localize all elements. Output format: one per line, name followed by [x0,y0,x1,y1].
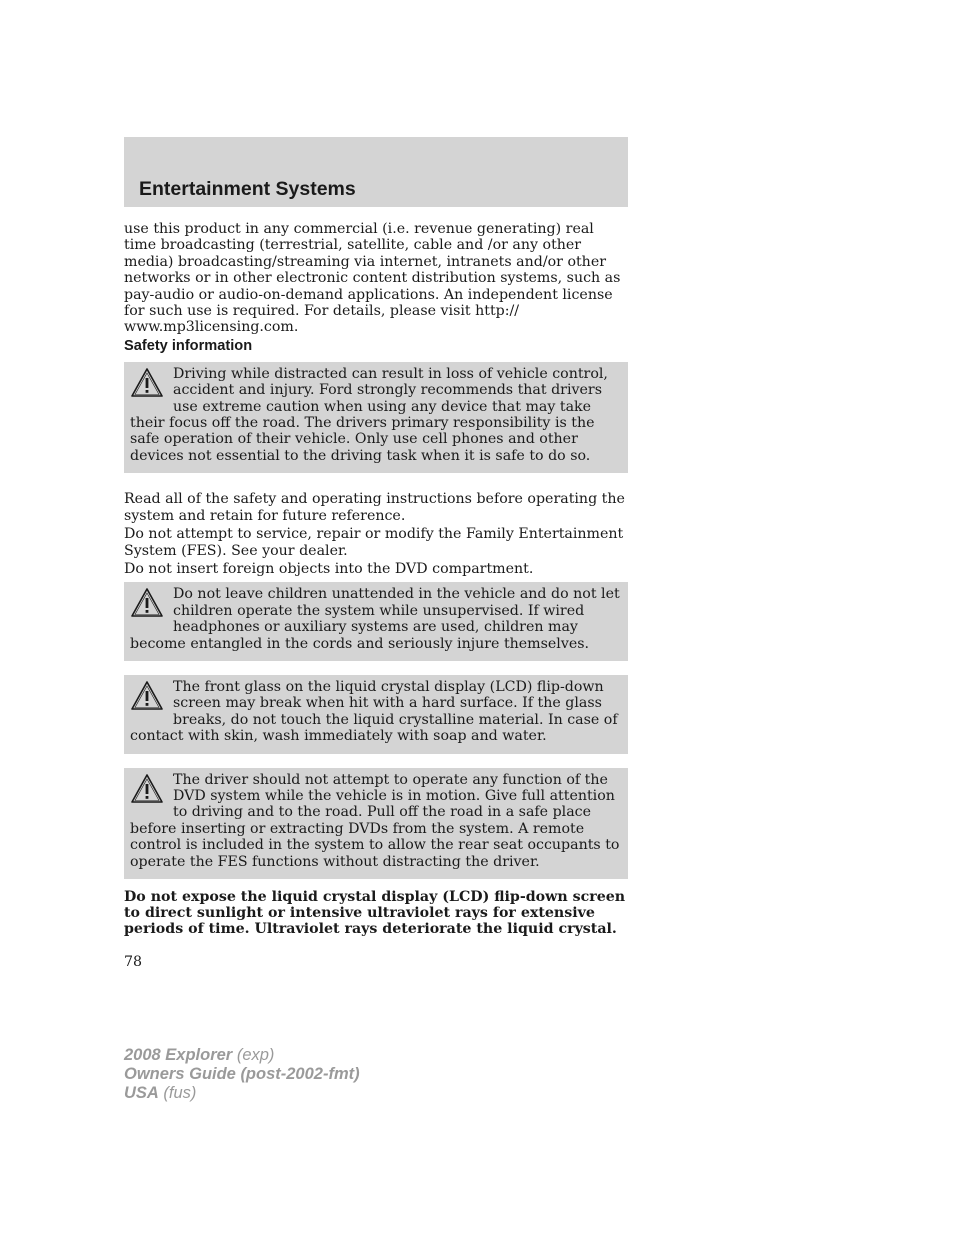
warning-triangle-icon [130,680,164,712]
section-title: Entertainment Systems [139,178,356,200]
paragraph-service: Do not attempt to service, repair or modify the Family Entertainment System (FES). See your dealer. [124,526,624,559]
warning-box-driver [124,768,628,879]
page-content [124,221,628,970]
warning-text: Driving while distracted can result in loss of vehicle control, accident and injury. Ford strongly recommends that drivers use extreme caution when using any device that may take their focus off the road. The drivers primary responsibility is the safe operation of their vehicle. Only use cell phones and other devices not essential to the driving task when it is safe to do so. [130,365,608,464]
paragraph-safety-instructions: Read all of the safety and operating instructions before operating the system and retain for future reference. [124,491,625,524]
document-footer [124,1046,360,1103]
lcd-sunlight-notice: Do not expose the liquid crystal display (LCD) flip-down screen to direct sunlight or intensive ultraviolet rays for extensive periods of time. Ultraviolet rays deteriorate the liquid crystal. [124,889,626,938]
warning-box-children [124,582,628,661]
footer-line-model: 2008 Explorer (exp) [124,1046,275,1064]
warning-box-lcd-glass [124,675,628,754]
warning-text: The driver should not attempt to operate any function of the DVD system while the vehicle is in motion. Give full attention to driving and to the road. Pull off the road in a safe place before inserting or extracting DVDs from the system. A remote control is included in the system to allow the rear seat occupants to operate the FES functions without distracting the driver. [130,771,620,870]
warning-box-distraction [124,362,628,473]
warning-text: The front glass on the liquid crystal display (LCD) flip-down screen may break when hit with a hard surface. If the glass breaks, do not touch the liquid crystalline material. In case of contact with skin, wash immediately with soap and water. [130,678,618,745]
safety-heading: Safety information [124,337,253,354]
warning-triangle-icon [130,773,164,805]
page-number: 78 [124,953,143,970]
intro-paragraph: use this product in any commercial (i.e. revenue generating) real time broadcasting (terrestrial, satellite, cable and /or any other media) broadcasting/streaming via internet, intranets and/or other networks or in other electronic content distribution systems, such as pay-audio or audio-on-demand applications. An independent license for such use is required. For details, please visit http:// www.mp3licensing.com. [124,221,621,336]
warning-text: Do not leave children unattended in the vehicle and do not let children operate the system while unsupervised. If wired headphones or auxiliary systems are used, children may become entangled in the cords and seriously injure themselves. [130,586,620,652]
footer-line-market: USA (fus) [124,1084,197,1102]
paragraph-foreign-objects: Do not insert foreign objects into the DVD compartment. [124,560,534,577]
warning-triangle-icon [130,367,164,399]
warning-triangle-icon [130,587,164,619]
section-header-band [124,137,628,207]
footer-line-guide: Owners Guide (post-2002-fmt) [124,1065,360,1083]
